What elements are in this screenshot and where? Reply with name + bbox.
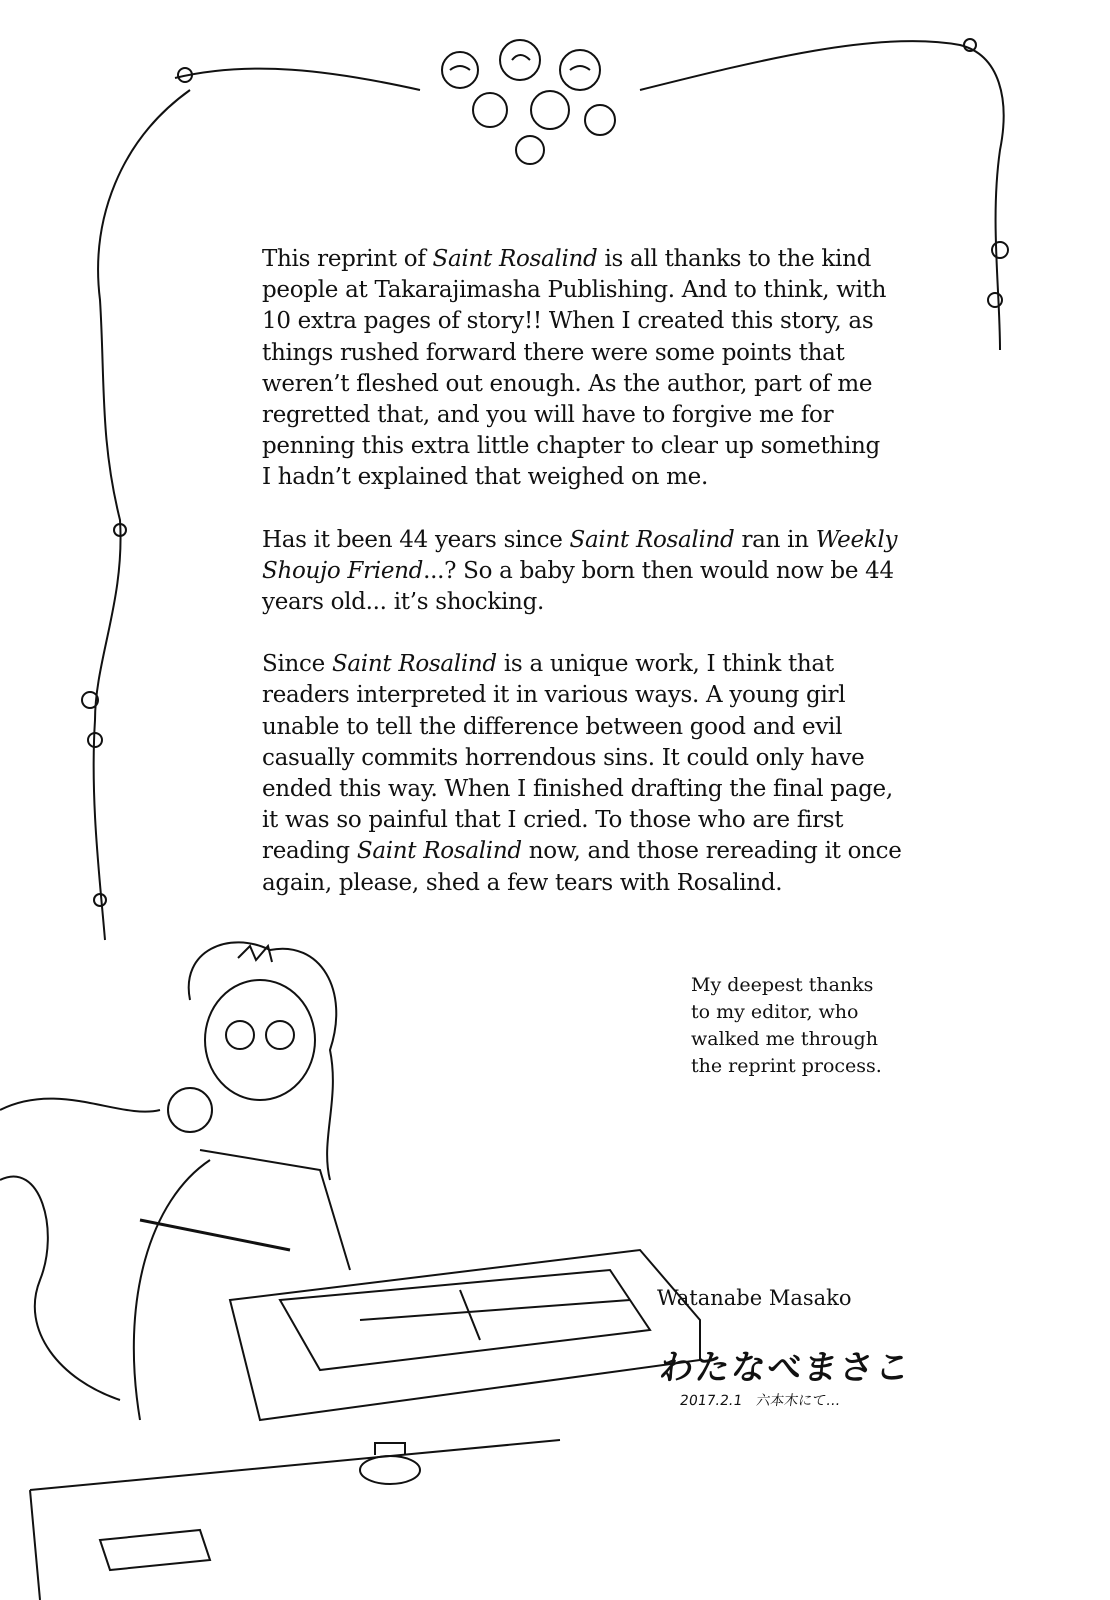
handwritten-date: 2017.2.1 六本木にて… (678, 1393, 842, 1409)
text-line (262, 306, 902, 337)
handwritten-signature: わたなべまさこ (656, 1348, 915, 1388)
text-line (262, 275, 902, 306)
rose-bouquet (442, 40, 615, 164)
text-segment: is a unique work, I think that (496, 651, 834, 678)
text-segment: casually commits horrendous sins. It could only have (262, 744, 865, 771)
text-segment: again, please, shed a few tears with Rosalind. (262, 869, 783, 896)
text-segment: ran in (734, 526, 816, 553)
italic-title: Saint Rosalind (569, 526, 735, 553)
text-segment: ended this way. When I finished drafting the final page, (262, 776, 893, 803)
author-name: Watanabe Masako (657, 1286, 852, 1310)
text-line (262, 556, 902, 587)
text-segment: 10 extra pages of story!! When I created this story, as (262, 308, 874, 335)
text-segment: is all thanks to the kind (597, 246, 872, 272)
text-line (262, 400, 902, 431)
thanks-line: walked me through (691, 1028, 878, 1050)
text-line (262, 712, 902, 743)
text-line (262, 774, 902, 805)
text-segment: now, and those rereading it once (521, 838, 902, 865)
text-segment: years old... it’s shocking. (262, 589, 545, 616)
thanks-line: to my editor, who (691, 1001, 859, 1023)
text-line (262, 338, 902, 369)
text-segment: ...? So a baby born then would now be 44 (423, 557, 894, 584)
text-line (262, 680, 902, 711)
text-line (262, 868, 902, 899)
text-line (262, 587, 902, 618)
text-segment: it was so painful that I cried. To those who are first (262, 807, 844, 834)
italic-title: Saint Rosalind (356, 838, 522, 865)
text-line (262, 369, 902, 400)
text-segment: penning this extra little chapter to clear up something (262, 433, 880, 460)
text-line (262, 836, 902, 867)
text-segment: reading (262, 838, 357, 865)
paragraph (262, 649, 902, 899)
text-line (262, 462, 902, 493)
text-segment: things rushed forward there were some points that (262, 339, 845, 366)
italic-title: Shoujo Friend (262, 557, 424, 584)
italic-title: Saint Rosalind (331, 651, 497, 678)
paragraph (262, 244, 902, 494)
text-segment: people at Takarajimasha Publishing. And to think, with (262, 277, 887, 304)
text-line (262, 805, 902, 836)
text-segment: weren’t fleshed out enough. As the author, part of me (262, 370, 873, 397)
afterword-body (262, 244, 902, 930)
text-segment: Since (262, 651, 332, 678)
author-drawing (0, 942, 700, 1600)
italic-title: Saint Rosalind (432, 246, 598, 272)
thanks-line: the reprint process. (691, 1055, 882, 1077)
text-segment: regretted that, and you will have to forgive me for (262, 402, 834, 429)
text-line (262, 431, 902, 462)
text-line (262, 244, 902, 275)
editor-thanks-note (691, 972, 882, 1080)
text-segment: unable to tell the difference between good and evil (262, 713, 843, 740)
thanks-line: My deepest thanks (691, 974, 874, 996)
italic-title: Weekly (815, 526, 898, 553)
text-line (262, 743, 902, 774)
text-line (262, 525, 902, 556)
text-line (262, 649, 902, 680)
text-segment: This reprint of (262, 246, 433, 272)
paragraph (262, 525, 902, 619)
text-segment: Has it been 44 years since (262, 526, 570, 553)
text-segment: readers interpreted it in various ways. A young girl (262, 682, 846, 709)
text-segment: I hadn’t explained that weighed on me. (262, 464, 708, 491)
